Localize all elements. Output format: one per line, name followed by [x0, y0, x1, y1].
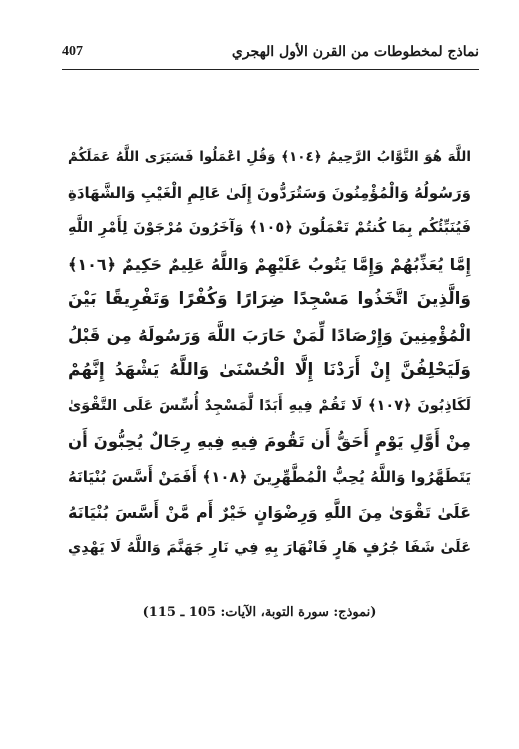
manuscript-line-text: وَالَّذِينَ اتَّخَذُوا مَسْجِدًا ضِرَارًا وَكُفْرًا وَتَفْرِيقًا بَيْنَ: [68, 289, 471, 309]
manuscript-line: [68, 460, 471, 496]
manuscript-line: [68, 318, 471, 354]
manuscript-line-text: عَلَىٰ شَفَا جُرُفٍ هَارٍ فَانْهَارَ بِهِ فِي نَارِ جَهَنَّمَ وَاللَّهُ لَا يَهْدِي: [68, 539, 471, 556]
manuscript-line-text: يَتَطَهَّرُوا وَاللَّهُ يُحِبُّ الْمُطَّهِّرِينَ ﴿١٠٨﴾ أَفَمَنْ أَسَّسَ بُنْيَانَهُ: [68, 467, 471, 486]
manuscript-line: [68, 531, 471, 567]
header-divider: [62, 69, 479, 70]
manuscript-line: [68, 176, 471, 212]
manuscript-line-text: عَلَىٰ تَقْوَىٰ مِنَ اللَّهِ وَرِضْوَانٍ خَيْرٌ أَم مَّنْ أَسَّسَ بُنْيَانَهُ: [68, 503, 471, 522]
manuscript-line-text: لَكَاذِبُونَ ﴿١٠٧﴾ لَا تَقُمْ فِيهِ أَبَدًا لَّمَسْجِدٌ أُسِّسَ عَلَى التَّقْوَىٰ: [68, 397, 471, 414]
manuscript-line-text: فَيُنَبِّئُكُم بِمَا كُنتُمْ تَعْمَلُونَ ﴿١٠٥﴾ وَآخَرُونَ مُرْجَوْنَ لِأَمْرِ اللَّهِ: [68, 220, 471, 236]
manuscript-text-block: [68, 140, 471, 566]
manuscript-line: [68, 495, 471, 531]
header-title: نماذج لمخطوطات من القرن الأول الهجري: [231, 44, 479, 60]
manuscript-line-text: مِنْ أَوَّلِ يَوْمٍ أَحَقُّ أَن تَقُومَ فِيهِ فِيهِ رِجَالٌ يُحِبُّونَ أَن: [68, 432, 471, 451]
page-number: 407: [62, 44, 83, 59]
manuscript-line: [68, 389, 471, 425]
manuscript-line: [68, 424, 471, 460]
manuscript-line-text: الْمُؤْمِنِينَ وَإِرْصَادًا لِّمَنْ حَارَبَ اللَّهَ وَرَسُولَهُ مِن قَبْلُ: [68, 325, 471, 345]
manuscript-line: [68, 247, 471, 283]
manuscript-line-text: وَلَيَحْلِفُنَّ إِنْ أَرَدْنَا إِلَّا الْحُسْنَىٰ وَاللَّهُ يَشْهَدُ إِنَّهُمْ: [68, 360, 471, 380]
manuscript-line-text: اللَّهَ هُوَ التَّوَّابُ الرَّحِيمُ ﴿١٠٤﴾ وَقُلِ اعْمَلُوا فَسَيَرَى اللَّهُ عَمَلَكُمْ: [68, 149, 471, 165]
manuscript-line: [68, 282, 471, 318]
manuscript-line: [68, 353, 471, 389]
figure-caption: (نموذج: سورة التوبة، الآيات: 105 ـ 115): [142, 605, 377, 620]
manuscript-line-text: وَرَسُولُهُ وَالْمُؤْمِنُونَ وَسَتُرَدُّونَ إِلَىٰ عَالِمِ الْغَيْبِ وَالشَّهَادَةِ: [68, 183, 471, 202]
manuscript-line-text: إِمَّا يُعَذِّبُهُمْ وَإِمَّا يَتُوبُ عَلَيْهِمْ وَاللَّهُ عَلِيمٌ حَكِيمٌ ﴿١٠٦﴾: [68, 254, 471, 274]
manuscript-line: [68, 140, 471, 176]
page-header: [62, 42, 479, 68]
manuscript-line: [68, 211, 471, 247]
